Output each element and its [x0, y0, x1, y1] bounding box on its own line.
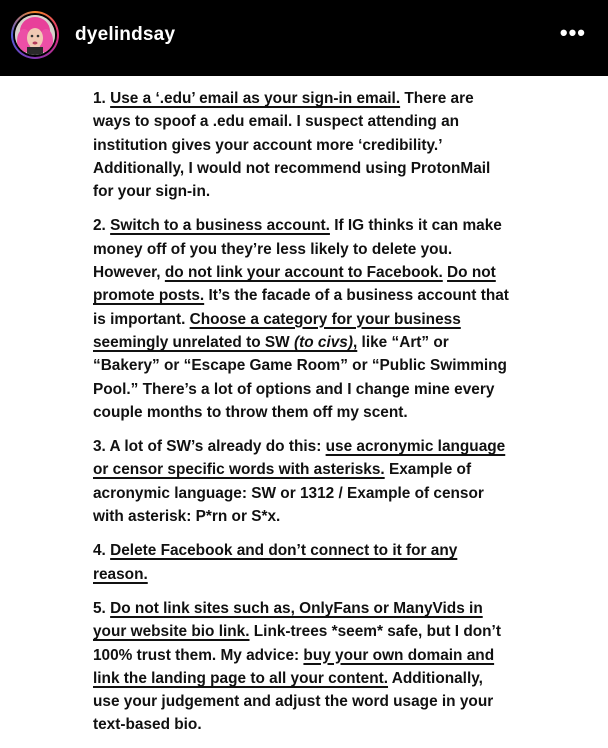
tip-2-comma: ,	[353, 333, 358, 351]
tip-2-highlight-d: Choose a category for your business seemingly unrelated to SW	[93, 310, 461, 351]
tip-4-number: 4.	[93, 542, 111, 560]
tip-4	[93, 539, 513, 586]
tip-2-highlight-b: do not link your account to Facebook.	[164, 264, 443, 282]
tip-5	[93, 597, 513, 737]
story-ring[interactable]	[11, 11, 59, 59]
avatar-gap	[13, 13, 57, 57]
tip-5-body-a: Link-trees *seem* safe, but I don’t 100% trust them. My advice:	[93, 623, 501, 664]
tip-2	[93, 214, 513, 424]
tip-3-body: Example of acronymic language: SW or 1312 / Example of censor with asterisk: P*rn or S*x.	[93, 461, 484, 526]
tip-3-highlight: use acronymic language or censor specific words with asterisks.	[93, 438, 506, 479]
post-image-text	[93, 87, 513, 748]
tip-2-body-c: like “Art” or “Bakery” or “Escape Game Room” or “Public Swimming Pool.” There’s a lot of options and I change mine every couple months to throw them off my scent.	[93, 333, 507, 421]
tip-2-highlight-a: Switch to a business account.	[110, 217, 330, 235]
tip-5-body-b: Additionally, use your judgement and adjust the word usage in your text-based bio.	[93, 669, 494, 734]
tip-4-highlight: Delete Facebook and don’t connect to it for any reason.	[93, 542, 458, 583]
username[interactable]: dyelindsay	[75, 24, 176, 45]
tip-5-highlight-b: buy your own domain and link the landing page to all your content.	[93, 646, 495, 687]
tip-1-number: 1.	[93, 90, 111, 107]
tip-2-highlight-c: Do not promote posts.	[93, 264, 496, 305]
tip-2-number: 2.	[93, 217, 111, 235]
tip-2-highlight-italic: (to civs)	[293, 333, 353, 351]
tip-1-highlight: Use a ‘.edu’ email as your sign-in email.	[110, 90, 401, 107]
tip-2-body-b: It’s the facade of a business account that is important.	[93, 287, 509, 328]
tip-1-body: There are ways to spoof a .edu email. I suspect attending an institution gives your account more ‘credibility.’ Additionally, I would not recommend using ProtonMail for your sign-in.	[93, 90, 491, 201]
more-horizontal-icon[interactable]: •••	[559, 20, 586, 45]
tip-3	[93, 435, 513, 528]
tip-3-intro: 3. A lot of SW’s already do this:	[93, 438, 326, 456]
tip-2-body-a: If IG thinks it can make money off of you they’re less likely to delete you. However,	[93, 217, 502, 282]
tip-5-highlight-a: Do not link sites such as, OnlyFans or ManyVids in your website bio link.	[93, 599, 483, 641]
avatar[interactable]	[15, 15, 55, 55]
avatar-image	[15, 15, 55, 55]
tip-1	[93, 87, 513, 203]
post-header	[0, 0, 608, 76]
tip-5-number: 5.	[93, 599, 111, 617]
